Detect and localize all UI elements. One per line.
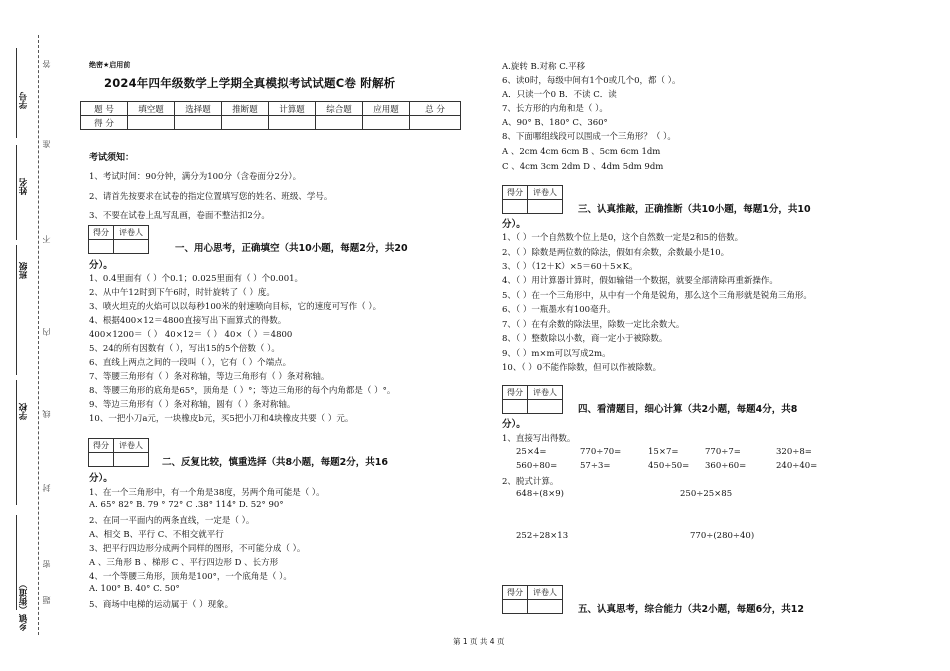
grader-box — [502, 585, 563, 614]
question-line: 8、（ ）整数除以小数，商一定小于被除数。 — [502, 334, 668, 344]
mental-calc: 320÷8= — [776, 447, 812, 457]
score-cell: 填空题 — [128, 102, 175, 116]
question-line: 7、等腰三角形有（ ）条对称轴，等边三角形有（ ）条对称轴。 — [89, 372, 330, 382]
mental-calc: 15×7= — [648, 447, 679, 457]
mental-calc: 770÷7= — [705, 447, 741, 457]
score-table-header-row — [81, 102, 461, 116]
grader-name-label: 评卷人 — [528, 386, 563, 400]
seal-char: 不 — [42, 235, 51, 243]
section-4-heading-cont: 分）。 — [502, 419, 526, 430]
grader-name-cell[interactable] — [528, 600, 563, 614]
section-1-heading-cont: 分）。 — [89, 260, 113, 271]
label-name: 姓名 — [19, 178, 29, 195]
grader-box — [502, 385, 563, 414]
score-input-cell[interactable] — [363, 116, 410, 130]
grader-score-label: 得分 — [89, 226, 114, 240]
question-line: A．只读一个0 B．不读 C．读 — [502, 90, 617, 100]
question-line: 5、24的所有因数有（ ），写出15的5个倍数（ ）。 — [89, 344, 280, 354]
score-cell: 题 号 — [81, 102, 128, 116]
score-cell: 推断题 — [222, 102, 269, 116]
grader-name-cell[interactable] — [114, 453, 149, 467]
step-calc: 770÷(280÷40) — [690, 531, 755, 541]
name-line — [16, 145, 17, 240]
question-line: 4、一个等腰三角形，顶角是100°，一个底角是（ ）。 — [89, 572, 292, 582]
grader-name-cell[interactable] — [528, 400, 563, 414]
score-input-cell[interactable] — [175, 116, 222, 130]
question-line: A. 65° 82° B. 79 ° 72° C .38° 114° D. 52° 90° — [89, 500, 284, 510]
mental-calc: 360÷60= — [705, 461, 747, 471]
step-calc: 250÷25×85 — [680, 489, 733, 499]
label-student-id: 学号 — [19, 92, 29, 109]
question-line: 7、长方形的内角和是（ ）。 — [502, 104, 608, 114]
question-line: 1、0.4里面有（ ）个0.1；0.025里面有（ ）个0.001。 — [89, 274, 304, 284]
grader-box — [88, 225, 149, 254]
section-3-heading-cont: 分）。 — [502, 219, 526, 230]
label-school: 学校 — [19, 403, 29, 420]
binding-dashed-line — [38, 35, 40, 635]
question-line: 3、喷火坦克的火焰可以以每秒100米的射速喷向目标，它的速度可写作（ ）。 — [89, 302, 382, 312]
sub-question: 1、直接写出得数。 — [502, 434, 576, 444]
question-line: 5、（ ）在一个三角形中，从中有一个角是锐角，那么这个三角形就是锐角三角形。 — [502, 291, 812, 301]
school-line — [16, 380, 17, 505]
score-cell: 得 分 — [81, 116, 128, 130]
question-line: 1、（ ）一个自然数个位上是0，这个自然数一定是2和5的倍数。 — [502, 233, 744, 243]
grader-name-label: 评卷人 — [528, 186, 563, 200]
grader-score-cell[interactable] — [503, 200, 528, 214]
grader-name-cell[interactable] — [114, 240, 149, 254]
question-line: A 、2cm 4cm 6cm B 、5cm 6cm 1dm — [502, 147, 661, 157]
seal-char: 封 — [42, 484, 51, 492]
grader-box — [502, 185, 563, 214]
grader-score-cell[interactable] — [503, 400, 528, 414]
question-line: 6、读0时，每级中间有1个0或几个0，都（ ）。 — [502, 76, 681, 86]
score-cell: 总 分 — [410, 102, 461, 116]
grader-score-cell[interactable] — [503, 600, 528, 614]
score-cell: 选择题 — [175, 102, 222, 116]
mental-calc: 450÷50= — [648, 461, 690, 471]
notice-item: 1、考试时间：90分钟，满分为100分（含卷面分2分）。 — [89, 172, 302, 182]
seal-char: 答 — [42, 60, 51, 68]
step-calc: 252÷28×13 — [516, 531, 569, 541]
score-input-cell[interactable] — [222, 116, 269, 130]
question-line: 2、从中午12时到下午6时，时针旋转了（ ）度。 — [89, 288, 275, 298]
question-line: 6、（ ）一瓶墨水有100毫升。 — [502, 305, 616, 315]
question-line: A.旋转 B.对称 C.平移 — [502, 62, 586, 72]
question-line: 400×1200＝（ ） 40×12＝（ ） 40×（ ）＝4800 — [89, 330, 293, 340]
question-line: 4、根据400×12＝4800直接写出下面算式的得数。 — [89, 316, 287, 326]
mental-calc: 240÷40= — [776, 461, 818, 471]
grader-score-label: 得分 — [503, 386, 528, 400]
mental-calc: 57÷3= — [580, 461, 611, 471]
grader-score-label: 得分 — [503, 586, 528, 600]
seal-char: 线 — [42, 410, 51, 418]
section-3-heading: 三、认真推敲，正确推断（共10小题，每题1分，共10 — [578, 204, 811, 215]
score-input-cell[interactable] — [410, 116, 461, 130]
question-line: 6、直线上两点之间的一段叫（ ），它有（ ）个端点。 — [89, 358, 292, 368]
mental-calc: 770÷70= — [580, 447, 622, 457]
sub-question: 2、脱式计算。 — [502, 477, 559, 487]
grader-score-cell[interactable] — [89, 453, 114, 467]
score-table-score-row — [81, 116, 461, 130]
grader-box — [88, 438, 149, 467]
label-class: 班级 — [19, 262, 29, 279]
question-line: A 、三角形 B 、梯形 C 、平行四边形 D 、长方形 — [89, 558, 279, 568]
section-4-heading: 四、看清题目，细心计算（共2小题，每题4分，共8 — [578, 404, 798, 415]
grader-name-cell[interactable] — [528, 200, 563, 214]
question-line: 10、（ ）0不能作除数，但可以作被除数。 — [502, 363, 662, 373]
question-line: 3、（ ）（12＋K）×5＝60＋5×K。 — [502, 262, 638, 272]
label-town: 乡镇（街道） — [19, 580, 29, 631]
grader-name-label: 评卷人 — [114, 439, 149, 453]
seal-char: 题 — [42, 596, 51, 604]
page-footer: 第 1 页 共 4 页 — [453, 637, 505, 646]
score-table — [80, 101, 461, 130]
question-line: 2、（ ）除数是两位数的除法，假如有余数，余数最小是10。 — [502, 248, 730, 258]
class-line — [16, 245, 17, 375]
score-input-cell[interactable] — [128, 116, 175, 130]
grader-name-label: 评卷人 — [114, 226, 149, 240]
mental-calc: 560÷80= — [516, 461, 558, 471]
grader-score-label: 得分 — [89, 439, 114, 453]
question-line: 2、在同一平面内的两条直线，一定是（ ）。 — [89, 516, 255, 526]
question-line: 9、等边三角形有（ ）条对称轴，圆有（ ）条对称轴。 — [89, 400, 296, 410]
score-input-cell[interactable] — [269, 116, 316, 130]
question-line: 4、（ ）用计算器计算时，假如输错一个数据，就要全部清除再重新操作。 — [502, 276, 778, 286]
section-2-heading-cont: 分）。 — [89, 473, 113, 484]
score-cell: 综合题 — [316, 102, 363, 116]
grader-score-label: 得分 — [503, 186, 528, 200]
question-line: 3、把平行四边形分成两个同样的图形，不可能分成（ ）。 — [89, 544, 306, 554]
score-input-cell[interactable] — [316, 116, 363, 130]
question-line: 8、等腰三角形的底角是65°，顶角是（ ）°；等边三角形的每个内角都是（ ）°。 — [89, 386, 396, 396]
question-line: 8、下面哪组线段可以围成一个三角形？（ ）。 — [502, 132, 676, 142]
notice-item: 2、请首先按要求在试卷的指定位置填写您的姓名、班级、学号。 — [89, 192, 333, 202]
seal-char: 内 — [42, 328, 51, 336]
question-line: 7、（ ）在有余数的除法里，除数一定比余数大。 — [502, 320, 685, 330]
mental-calc: 25×4= — [516, 447, 547, 457]
question-line: 9、（ ）m×m可以写成2m。 — [502, 349, 611, 359]
section-2-heading: 二、反复比较，慎重选择（共8小题，每题2分，共16 — [162, 457, 388, 468]
student-id-line — [16, 48, 17, 138]
notice-item: 3、不要在试卷上乱写乱画，卷面不整洁扣2分。 — [89, 211, 270, 221]
score-cell: 应用题 — [363, 102, 410, 116]
secret-label: 绝密★启用前 — [89, 61, 131, 69]
question-line: 5、商场中电梯的运动属于（ ）现象。 — [89, 600, 234, 610]
question-line: A. 100° B. 40° C. 50° — [89, 584, 180, 594]
question-line: A、90° B、180° C、360° — [502, 118, 608, 128]
score-cell: 计算题 — [269, 102, 316, 116]
seal-char: 准 — [42, 140, 51, 148]
grader-score-cell[interactable] — [89, 240, 114, 254]
question-line: 10、一把小刀a元，一块橡皮b元，买5把小刀和4块橡皮共要（ ）元。 — [89, 414, 354, 424]
question-line: 1、在一个三角形中，有一个角是38度，另两个角可能是（ ）。 — [89, 488, 325, 498]
page-title: 2024年四年级数学上学期全真模拟考试试题C卷 附解析 — [104, 76, 396, 90]
question-line: A、相交 B、平行 C、不相交就平行 — [89, 530, 224, 540]
section-1-heading: 一、用心思考，正确填空（共10小题，每题2分，共20 — [175, 243, 408, 254]
seal-char: 密 — [42, 560, 51, 568]
step-calc: 648÷(8×9) — [516, 489, 564, 499]
question-line: C 、4cm 3cm 2dm D 、4dm 5dm 9dm — [502, 162, 664, 172]
grader-name-label: 评卷人 — [528, 586, 563, 600]
section-5-heading: 五、认真思考，综合能力（共2小题，每题6分，共12 — [578, 604, 804, 615]
town-line — [16, 515, 17, 610]
notice-heading: 考试须知： — [89, 153, 135, 163]
